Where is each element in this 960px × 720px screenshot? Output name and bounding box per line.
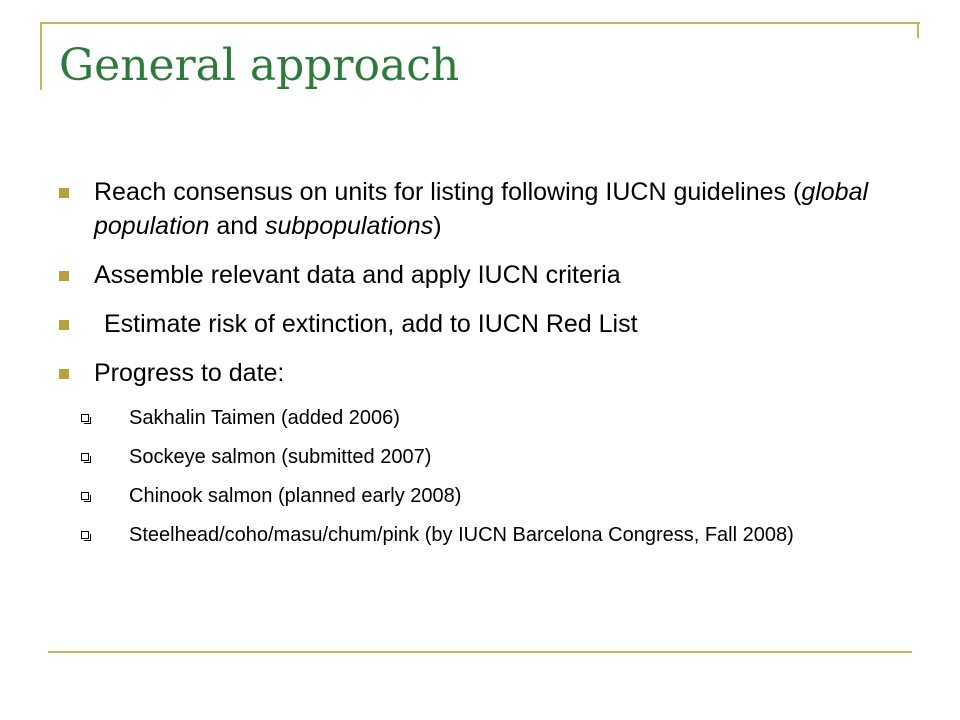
- sub-bullet-item: [59, 443, 879, 471]
- sub-bullet-text: Steelhead/coho/masu/chum/pink (by IUCN Barcelona Congress, Fall 2008): [129, 524, 794, 546]
- bullet-item: [59, 356, 879, 390]
- checkbox-bullet-icon: [81, 531, 89, 539]
- bullet-item: [59, 258, 879, 292]
- sub-bullet-item: [59, 404, 879, 432]
- bullet-text-part: Reach consensus on units for listing following IUCN guidelines (: [94, 178, 802, 206]
- bullet-item: [59, 175, 879, 243]
- left-rule: [40, 22, 42, 90]
- square-bullet-icon: [59, 271, 69, 281]
- bullet-text-emphasis: global population: [94, 178, 869, 240]
- slide-title: General approach: [59, 40, 460, 91]
- bullet-text: Estimate risk of extinction, add to IUCN Red List: [104, 310, 638, 338]
- sub-bullet-text: Sockeye salmon (submitted 2007): [129, 446, 432, 468]
- sub-bullet-text: Chinook salmon (planned early 2008): [129, 485, 462, 507]
- right-rule: [917, 22, 919, 38]
- checkbox-bullet-icon: [81, 492, 89, 500]
- bullet-text-emphasis: subpopulations: [265, 212, 434, 240]
- square-bullet-icon: [59, 188, 69, 198]
- checkbox-bullet-icon: [81, 414, 89, 422]
- sub-bullet-item: [59, 521, 879, 549]
- bullet-text: Progress to date:: [94, 359, 285, 387]
- sub-bullet-text: Sakhalin Taimen (added 2006): [129, 407, 400, 429]
- sub-bullet-item: [59, 482, 879, 510]
- slide-body: [59, 175, 879, 560]
- bullet-item: [59, 307, 879, 341]
- bottom-rule: [48, 651, 912, 653]
- bullet-text-part: and: [209, 212, 265, 240]
- square-bullet-icon: [59, 320, 69, 330]
- bullet-text: Assemble relevant data and apply IUCN criteria: [94, 261, 621, 289]
- top-rule: [40, 22, 920, 24]
- checkbox-bullet-icon: [81, 453, 89, 461]
- square-bullet-icon: [59, 369, 69, 379]
- bullet-text-part: ): [433, 212, 442, 240]
